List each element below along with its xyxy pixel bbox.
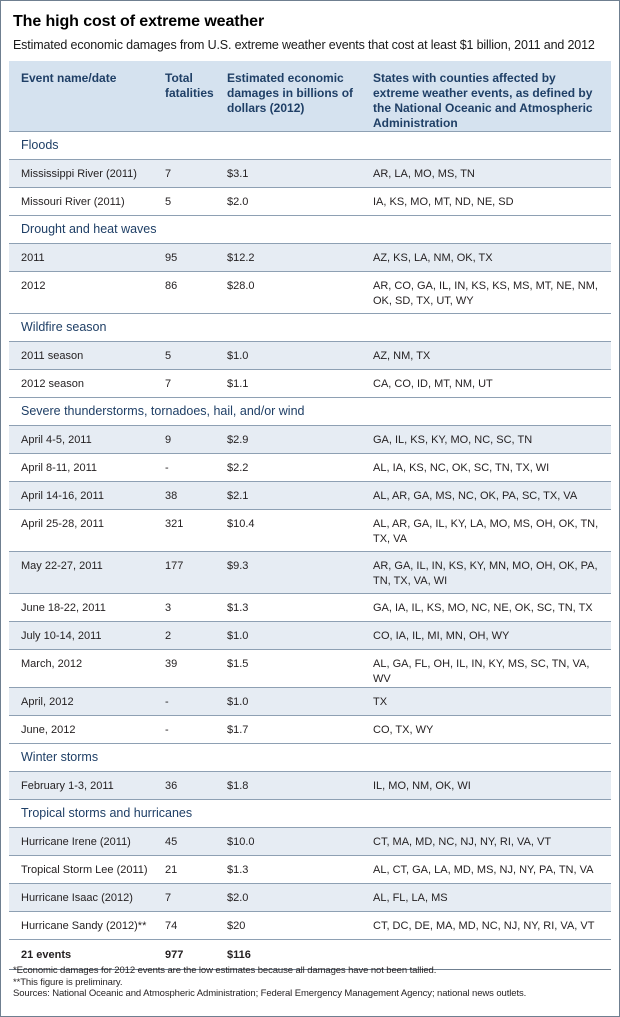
table-row xyxy=(9,552,611,594)
cell-fatalities: 5 xyxy=(161,188,225,216)
cell-fatalities: 7 xyxy=(161,884,225,912)
cell-fatalities: 2 xyxy=(161,622,225,650)
cell-damages: $1.3 xyxy=(225,594,361,622)
cell-states: AZ, KS, LA, NM, OK, TX xyxy=(361,244,611,272)
total-damages: $116 xyxy=(225,940,361,970)
page-title: The high cost of extreme weather xyxy=(13,13,265,30)
table-row xyxy=(9,828,611,856)
cell-fatalities: 45 xyxy=(161,828,225,856)
cell-fatalities: - xyxy=(161,688,225,716)
cell-damages: $1.0 xyxy=(225,622,361,650)
column-header-damages: Estimated economic damages in billions of dollars (2012) xyxy=(225,61,361,132)
table-row xyxy=(9,650,611,688)
cell-damages: $3.1 xyxy=(225,160,361,188)
table-row xyxy=(9,244,611,272)
cell-fatalities: 7 xyxy=(161,160,225,188)
cell-damages: $2.0 xyxy=(225,884,361,912)
cell-states: AL, AR, GA, MS, NC, OK, PA, SC, TX, VA xyxy=(361,482,611,510)
cell-states: AL, IA, KS, NC, OK, SC, TN, TX, WI xyxy=(361,454,611,482)
cell-damages: $1.0 xyxy=(225,342,361,370)
cell-event: Hurricane Sandy (2012)** xyxy=(9,912,161,940)
cell-damages: $2.9 xyxy=(225,426,361,454)
cell-damages: $1.1 xyxy=(225,370,361,398)
cell-damages: $20 xyxy=(225,912,361,940)
cell-states: AR, GA, IL, IN, KS, KY, MN, MO, OH, OK, PA, TN, TX, VA, WI xyxy=(361,552,611,594)
cell-states: TX xyxy=(361,688,611,716)
section-title: Drought and heat waves xyxy=(9,216,611,244)
cell-fatalities: 3 xyxy=(161,594,225,622)
table-row xyxy=(9,160,611,188)
cell-event: Hurricane Isaac (2012) xyxy=(9,884,161,912)
table-body xyxy=(9,132,611,970)
cell-states: CA, CO, ID, MT, NM, UT xyxy=(361,370,611,398)
cell-states: CO, IA, IL, MI, MN, OH, WY xyxy=(361,622,611,650)
cell-damages: $2.0 xyxy=(225,188,361,216)
cell-damages: $28.0 xyxy=(225,272,361,314)
cell-fatalities: 86 xyxy=(161,272,225,314)
cell-states: CT, DC, DE, MA, MD, NC, NJ, NY, RI, VA, VT xyxy=(361,912,611,940)
cell-fatalities: 39 xyxy=(161,650,225,688)
table-row xyxy=(9,688,611,716)
cell-states: AL, AR, GA, IL, KY, LA, MO, MS, OH, OK, TN, TX, VA xyxy=(361,510,611,552)
cell-states: AL, CT, GA, LA, MD, MS, NJ, NY, PA, TN, VA xyxy=(361,856,611,884)
cell-fatalities: 38 xyxy=(161,482,225,510)
cell-fatalities: 9 xyxy=(161,426,225,454)
table-header-row xyxy=(9,61,611,132)
section-title: Severe thunderstorms, tornadoes, hail, and/or wind xyxy=(9,398,611,426)
total-fatalities: 977 xyxy=(161,940,225,970)
total-events: 21 events xyxy=(9,940,161,970)
cell-event: April 8-11, 2011 xyxy=(9,454,161,482)
cell-fatalities: - xyxy=(161,716,225,744)
cell-damages: $1.0 xyxy=(225,688,361,716)
table-row xyxy=(9,856,611,884)
table-row xyxy=(9,716,611,744)
footnotes xyxy=(13,965,526,1000)
section-title: Winter storms xyxy=(9,744,611,772)
table-row xyxy=(9,622,611,650)
table-row xyxy=(9,426,611,454)
cell-event: April 4-5, 2011 xyxy=(9,426,161,454)
section-row xyxy=(9,216,611,244)
cell-event: June 18-22, 2011 xyxy=(9,594,161,622)
cell-states: AL, FL, LA, MS xyxy=(361,884,611,912)
cell-states: AR, LA, MO, MS, TN xyxy=(361,160,611,188)
cell-states: IL, MO, NM, OK, WI xyxy=(361,772,611,800)
column-header-states: States with counties affected by extreme weather events, as defined by the National Oceanic and Atmospheric Administration xyxy=(361,61,611,132)
cell-fatalities: 7 xyxy=(161,370,225,398)
cell-fatalities: 74 xyxy=(161,912,225,940)
weather-table xyxy=(9,61,611,970)
cell-damages: $1.8 xyxy=(225,772,361,800)
cell-damages: $2.2 xyxy=(225,454,361,482)
column-header-event: Event name/date xyxy=(9,61,161,132)
section-row xyxy=(9,314,611,342)
cell-damages: $10.0 xyxy=(225,828,361,856)
cell-states: GA, IL, KS, KY, MO, NC, SC, TN xyxy=(361,426,611,454)
cell-damages: $1.3 xyxy=(225,856,361,884)
table-row xyxy=(9,772,611,800)
cell-states: AZ, NM, TX xyxy=(361,342,611,370)
cell-event: Mississippi River (2011) xyxy=(9,160,161,188)
cell-fatalities: 321 xyxy=(161,510,225,552)
section-title: Floods xyxy=(9,132,611,160)
cell-damages: $10.4 xyxy=(225,510,361,552)
cell-event: March, 2012 xyxy=(9,650,161,688)
table-row xyxy=(9,370,611,398)
cell-event: Hurricane Irene (2011) xyxy=(9,828,161,856)
cell-damages: $1.5 xyxy=(225,650,361,688)
cell-event: Missouri River (2011) xyxy=(9,188,161,216)
table-row xyxy=(9,272,611,314)
section-row xyxy=(9,800,611,828)
table-row xyxy=(9,510,611,552)
section-title: Tropical storms and hurricanes xyxy=(9,800,611,828)
cell-event: Tropical Storm Lee (2011) xyxy=(9,856,161,884)
footnote-sources: Sources: National Oceanic and Atmospheric Administration; Federal Emergency Management Agency; national news outlets. xyxy=(13,988,527,999)
cell-states: AL, GA, FL, OH, IL, IN, KY, MS, SC, TN, VA, WV xyxy=(361,650,611,688)
page-subtitle: Estimated economic damages from U.S. extreme weather events that cost at least $1 billion, 2011 and 2012 xyxy=(13,38,595,52)
cell-fatalities: 36 xyxy=(161,772,225,800)
cell-event: July 10-14, 2011 xyxy=(9,622,161,650)
cell-event: June, 2012 xyxy=(9,716,161,744)
cell-event: 2011 xyxy=(9,244,161,272)
cell-states: CO, TX, WY xyxy=(361,716,611,744)
cell-event: April, 2012 xyxy=(9,688,161,716)
cell-fatalities: - xyxy=(161,454,225,482)
column-header-fatalities: Total fatalities xyxy=(161,61,225,132)
cell-damages: $1.7 xyxy=(225,716,361,744)
cell-event: 2012 season xyxy=(9,370,161,398)
section-row xyxy=(9,132,611,160)
section-title: Wildfire season xyxy=(9,314,611,342)
cell-damages: $12.2 xyxy=(225,244,361,272)
footnote-economic: *Economic damages for 2012 events are the low estimates because all damages have not been tallied. xyxy=(13,965,437,976)
table-row xyxy=(9,594,611,622)
cell-event: 2011 season xyxy=(9,342,161,370)
cell-states: GA, IA, IL, KS, MO, NC, NE, OK, SC, TN, TX xyxy=(361,594,611,622)
cell-event: April 14-16, 2011 xyxy=(9,482,161,510)
cell-damages: $9.3 xyxy=(225,552,361,594)
cell-event: 2012 xyxy=(9,272,161,314)
table-row xyxy=(9,884,611,912)
cell-fatalities: 177 xyxy=(161,552,225,594)
cell-fatalities: 95 xyxy=(161,244,225,272)
cell-states: AR, CO, GA, IL, IN, KS, KS, MS, MT, NE, NM, OK, SD, TX, UT, WY xyxy=(361,272,611,314)
section-row xyxy=(9,398,611,426)
cell-states: IA, KS, MO, MT, ND, NE, SD xyxy=(361,188,611,216)
table-row xyxy=(9,342,611,370)
table-row xyxy=(9,912,611,940)
section-row xyxy=(9,744,611,772)
cell-event: February 1-3, 2011 xyxy=(9,772,161,800)
cell-damages: $2.1 xyxy=(225,482,361,510)
weather-table-container xyxy=(9,61,611,970)
cell-fatalities: 21 xyxy=(161,856,225,884)
cell-fatalities: 5 xyxy=(161,342,225,370)
footnote-preliminary: **This figure is preliminary. xyxy=(13,976,123,988)
cell-states: CT, MA, MD, NC, NJ, NY, RI, VA, VT xyxy=(361,828,611,856)
table-row xyxy=(9,482,611,510)
table-row xyxy=(9,188,611,216)
table-row xyxy=(9,454,611,482)
cell-event: May 22-27, 2011 xyxy=(9,552,161,594)
cell-event: April 25-28, 2011 xyxy=(9,510,161,552)
